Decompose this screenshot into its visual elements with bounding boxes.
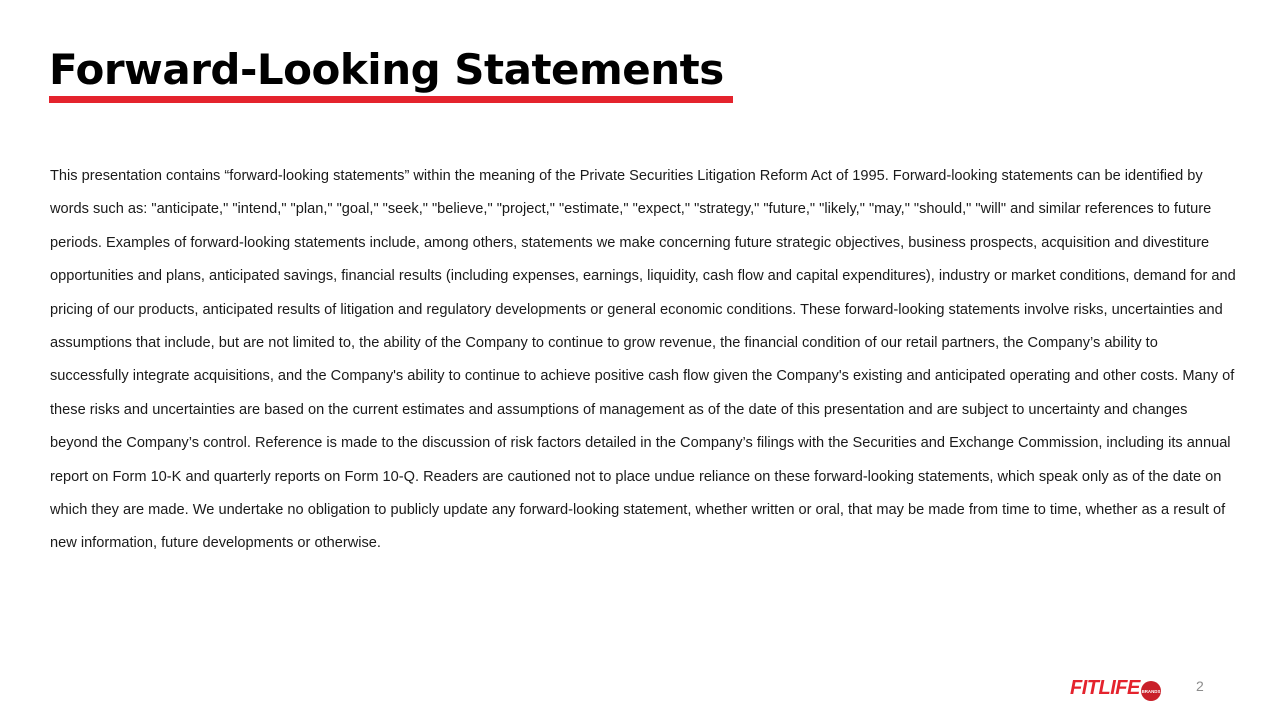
logo-badge-icon [1141, 681, 1161, 701]
logo-life-text: LIFE [1098, 677, 1140, 699]
svg-text:BRANDS: BRANDS [1141, 689, 1161, 694]
page-title: Forward-Looking Statements [49, 45, 724, 94]
disclaimer-paragraph: This presentation contains “forward-looking statements” within the meaning of the Private Securities Litigation Reform Act of 1995. Forward-looking statements can be identified by words such as: "anticipate," "intend," "plan," "goal," "seek," "believe," "project," "estimate," "expect," "strategy," "future," "likely," "may," "should," "will" and similar references to future periods. Examples of forward-looking statements include, among others, statements we make concerning future strategic objectives, business prospects, acquisition and divestiture opportunities and plans, anticipated savings, financial results (including expenses, earnings, liquidity, cash flow and capital expenditures), industry or market conditions, demand for and pricing of our products, anticipated results of litigation and regulatory developments or general economic conditions. These forward-looking statements involve risks, uncertainties and assumptions that include, but are not limited to, the ability of the Company to continue to grow revenue, the financial condition of our retail partners, the Company’s ability to successfully integrate acquisitions, and the Company's ability to continue to achieve positive cash flow given the Company's existing and anticipated operating and other costs. Many of these risks and uncertainties are based on the current estimates and assumptions of management as of the date of this presentation and are subject to uncertainty and changes beyond the Company’s control. Reference is made to the discussion of risk factors detailed in the Company’s filings with the Securities and Exchange Commission, including its annual report on Form 10-K and quarterly reports on Form 10-Q. Readers are cautioned not to place undue reliance on these forward-looking statements, which speak only as of the date on which they are made. We undertake no obligation to publicly update any forward-looking statement, whether written or oral, that may be made from time to time, whether as a result of new information, future developments or otherwise. [50, 168, 1236, 552]
logo-fit-text: FIT [1070, 677, 1099, 699]
page-number: 2 [1196, 678, 1204, 694]
brands-seal-icon [1141, 681, 1161, 701]
title-underline [49, 96, 733, 103]
fitlife-brands-logo [1070, 674, 1161, 702]
